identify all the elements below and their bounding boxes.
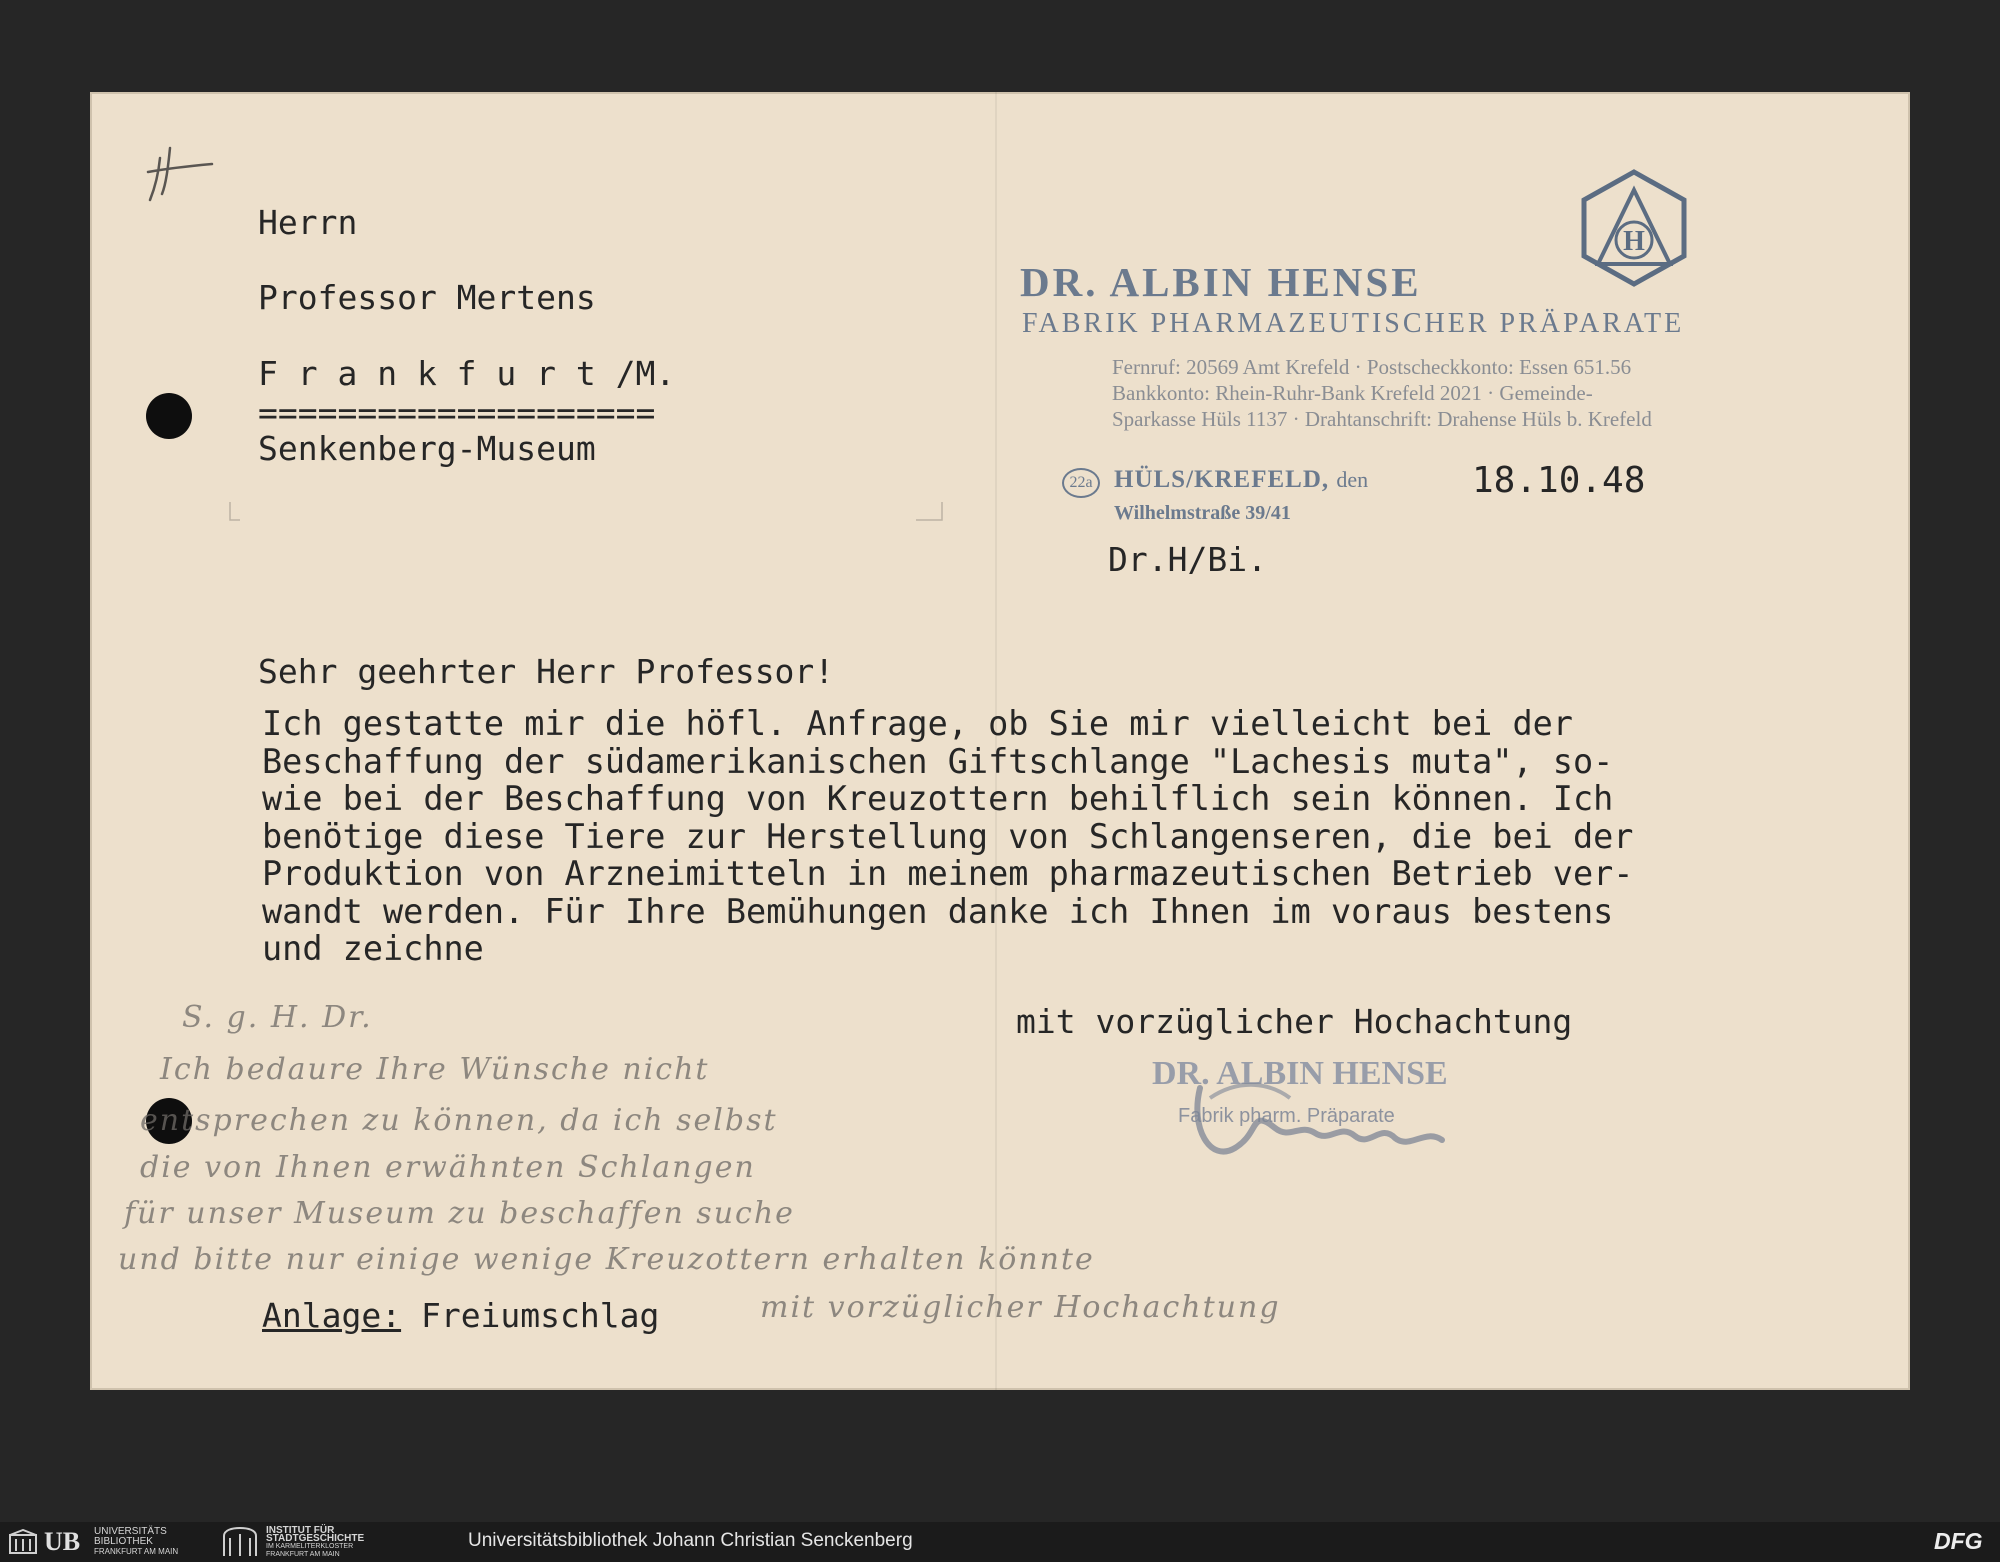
handwritten-note-line-4: die von Ihnen erwähnten Schlangen [140,1150,756,1185]
enclosure-label: Anlage: [262,1296,402,1335]
body-line-4: benötige diese Tiere zur Herstellung von Schlangenseren, die bei der [262,816,1634,856]
ub-emblem-icon [8,1529,38,1555]
handwritten-note-line-6: und bitte nur einige wenige Kreuzottern erhalten könnte [118,1242,1095,1277]
handwritten-note-line-3: entsprechen zu können, da ich selbst [140,1103,778,1138]
recipient-name: Professor Mertens [258,278,596,317]
recipient-city: F r a n k f u r t /M. [258,354,676,393]
body-line-7: und zeichne [262,929,484,968]
punch-hole-top [146,393,192,439]
dfg-logo: DFG [1934,1528,1983,1554]
institut-text-line-2: STADTGESCHICHTE [266,1533,365,1544]
letterhead-street: Wilhelmstraße 39/41 [1114,502,1291,524]
handwritten-note-line-1: S. g. H. Dr. [182,1000,373,1035]
company-stamp-subtitle: Fabrik pharm. Präparate [1178,1105,1395,1127]
body-line-3: wie bei der Beschaffung von Kreuzottern behilflich sein können. Ich [262,779,1614,818]
recipient-city-underline: ==================== [258,393,656,432]
letter-greeting: Sehr geehrter Herr Professor! [258,652,835,691]
address-window-marks [226,500,946,525]
ub-logo-text: UB [44,1527,81,1556]
body-line-6: wandt werden. Für Ihre Bemühungen danke ich Ihnen im voraus bestens [262,891,1614,931]
letterhead-subtitle: FABRIK PHARMAZEUTISCHER PRÄPARATE [1022,308,1685,339]
letterhead-den: den [1336,467,1369,492]
handwritten-note-line-7: mit vorzüglicher Hochachtung [760,1290,1281,1325]
institut-text-line-3: IM KARMELITERKLOSTER [266,1543,354,1550]
letterhead-contact-line-1: Fernruf: 20569 Amt Krefeld · Postscheckkonto: Essen 651.56 [1112,355,1632,379]
ub-text-line-2: BIBLIOTHEK [94,1536,153,1547]
letterhead-city [1114,466,1368,494]
company-stamp-name: DR. ALBIN HENSE [1152,1055,1448,1092]
ub-text-line-1: UNIVERSITÄTS [94,1526,167,1537]
recipient-salutation: Herrn [258,203,358,242]
ub-text [94,1527,178,1557]
enclosure-line [262,1296,659,1335]
institut-text-line-1: INSTITUT FÜR [266,1525,335,1536]
enclosure-value: Freiumschlag [420,1296,660,1335]
letter-date: 18.10.48 [1472,460,1646,501]
body-line-2: Beschaffung der südamerikanischen Giftschlange "Lachesis muta", so- [262,741,1614,781]
handwritten-mark [140,128,220,208]
letterhead-contact-line-2: Bankkonto: Rhein-Ruhr-Bank Krefeld 2021 · Gemeinde- [1112,381,1593,405]
letterhead-company: DR. ALBIN HENSE [1020,259,1422,305]
postal-code-badge: 22a [1062,468,1100,498]
recipient-institution: Senkenberg-Museum [258,429,596,468]
letter-body [262,705,1633,968]
letterhead-contact-line-3: Sparkasse Hüls 1137 · Drahtanschrift: Drahense Hüls b. Krefeld [1112,407,1652,431]
institut-text-line-4: FRANKFURT AM MAIN [266,1551,340,1558]
institut-text [266,1527,364,1559]
body-line-5: Produktion von Arzneimitteln in meinem pharmazeutischen Betrieb ver- [262,854,1634,893]
body-line-1: Ich gestatte mir die höfl. Anfrage, ob Sie mir vielleicht bei der [262,704,1573,743]
signature [1180,1068,1460,1178]
company-logo-icon [1578,168,1690,288]
ub-logo [8,1527,90,1557]
ub-text-line-3: FRANKFURT AM MAIN [94,1547,179,1556]
handwritten-note-line-5: für unser Museum zu beschaffen suche [124,1196,795,1231]
logo-letter: H [1623,226,1645,257]
institut-emblem-icon [220,1526,260,1558]
footer-caption: Universitätsbibliothek Johann Christian Senckenberg [468,1530,913,1551]
letterhead-contact [1112,354,1780,432]
letter-reference: Dr.H/Bi. [1108,540,1267,579]
letter-closing: mit vorzüglicher Hochachtung [1016,1002,1573,1041]
handwritten-note-line-2: Ich bedaure Ihre Wünsche nicht [160,1052,710,1087]
letterhead-city-name: HÜLS/KREFELD, [1114,466,1330,493]
